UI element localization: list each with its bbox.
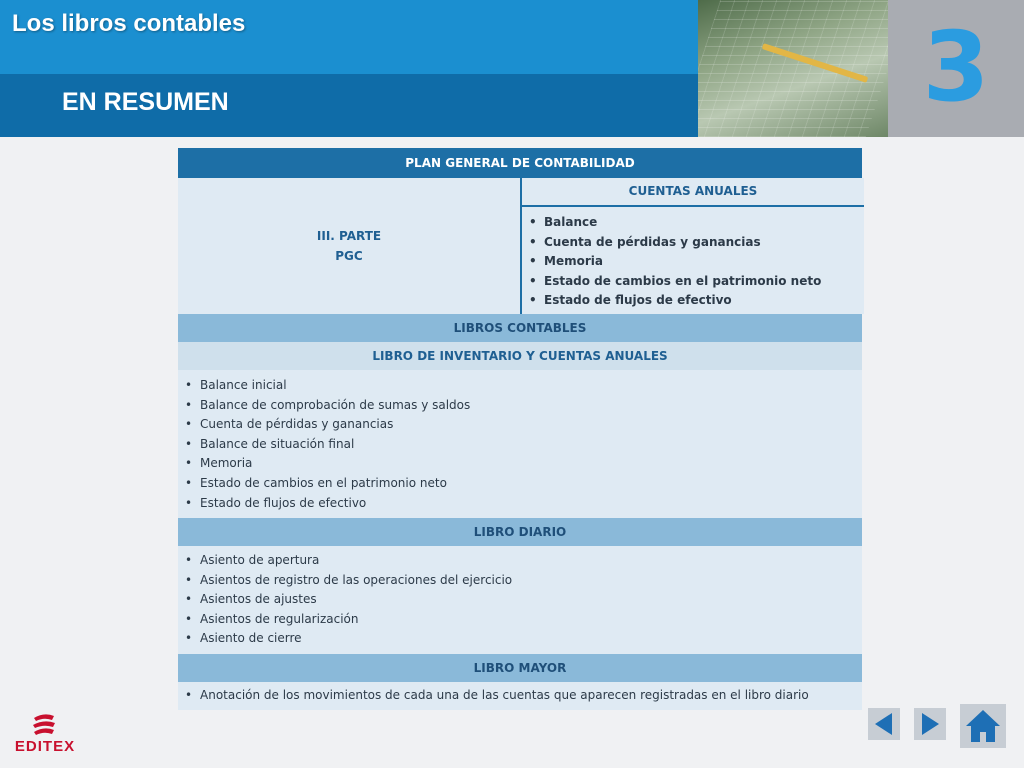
pgc-cell bbox=[178, 178, 520, 314]
libros-header: LIBROS CONTABLES bbox=[178, 314, 862, 342]
ledger-photo bbox=[698, 0, 888, 137]
list-item: • Asientos de registro de las operaciones del ejercicio bbox=[178, 571, 862, 591]
list-item: • Memoria bbox=[178, 454, 862, 474]
list-item: • Cuenta de pérdidas y ganancias bbox=[522, 233, 864, 253]
chapter-badge bbox=[888, 0, 1024, 137]
list-item: • Balance inicial bbox=[178, 376, 862, 396]
list-item: • Asiento de cierre bbox=[178, 629, 862, 649]
list-item: • Memoria bbox=[522, 252, 864, 272]
inventario-list bbox=[178, 370, 862, 513]
inventario-body bbox=[178, 370, 862, 518]
list-item: • Asientos de ajustes bbox=[178, 590, 862, 610]
arrow-right-icon bbox=[914, 708, 946, 740]
list-item: • Estado de cambios en el patrimonio neto bbox=[522, 272, 864, 292]
pgc-part-label: III. PARTE bbox=[316, 229, 382, 243]
summary-panel bbox=[178, 148, 862, 710]
cuentas-anuales-header: CUENTAS ANUALES bbox=[522, 178, 864, 207]
mayor-body bbox=[178, 682, 862, 710]
mayor-header: LIBRO MAYOR bbox=[178, 654, 862, 682]
list-item: • Anotación de los movimientos de cada una de las cuentas que aparecen registradas en el libro diario bbox=[178, 686, 862, 706]
list-item: • Balance de comprobación de sumas y saldos bbox=[178, 396, 862, 416]
arrow-left-icon bbox=[868, 708, 900, 740]
list-item: • Estado de flujos de efectivo bbox=[178, 494, 862, 514]
cuentas-anuales-list bbox=[522, 207, 864, 311]
editex-logo-text: EDITEX bbox=[14, 738, 76, 755]
diario-header: LIBRO DIARIO bbox=[178, 518, 862, 546]
diario-body bbox=[178, 546, 862, 654]
list-item: • Asiento de apertura bbox=[178, 551, 862, 571]
pgc-label: PGC bbox=[335, 249, 363, 263]
home-icon bbox=[960, 704, 1006, 748]
list-item: • Balance bbox=[522, 213, 864, 233]
mayor-list bbox=[178, 682, 862, 706]
section-title: EN RESUMEN bbox=[62, 88, 229, 116]
diario-list bbox=[178, 546, 862, 649]
list-item: • Balance de situación final bbox=[178, 435, 862, 455]
plan-header: PLAN GENERAL DE CONTABILIDAD bbox=[178, 148, 862, 178]
app-title: Los libros contables bbox=[12, 10, 246, 37]
home-button[interactable] bbox=[960, 704, 1006, 748]
list-item: • Estado de flujos de efectivo bbox=[522, 291, 864, 311]
list-item: • Asientos de regularización bbox=[178, 610, 862, 630]
list-item: • Cuenta de pérdidas y ganancias bbox=[178, 415, 862, 435]
next-button[interactable] bbox=[914, 708, 946, 740]
prev-button[interactable] bbox=[868, 708, 900, 740]
inventario-header: LIBRO DE INVENTARIO Y CUENTAS ANUALES bbox=[178, 342, 862, 370]
editex-logo bbox=[12, 712, 78, 758]
chapter-number: 3 bbox=[922, 11, 990, 123]
list-item: • Estado de cambios en el patrimonio neto bbox=[178, 474, 862, 494]
editex-logo-mark bbox=[30, 712, 58, 736]
cuentas-anuales-cell bbox=[520, 178, 864, 314]
